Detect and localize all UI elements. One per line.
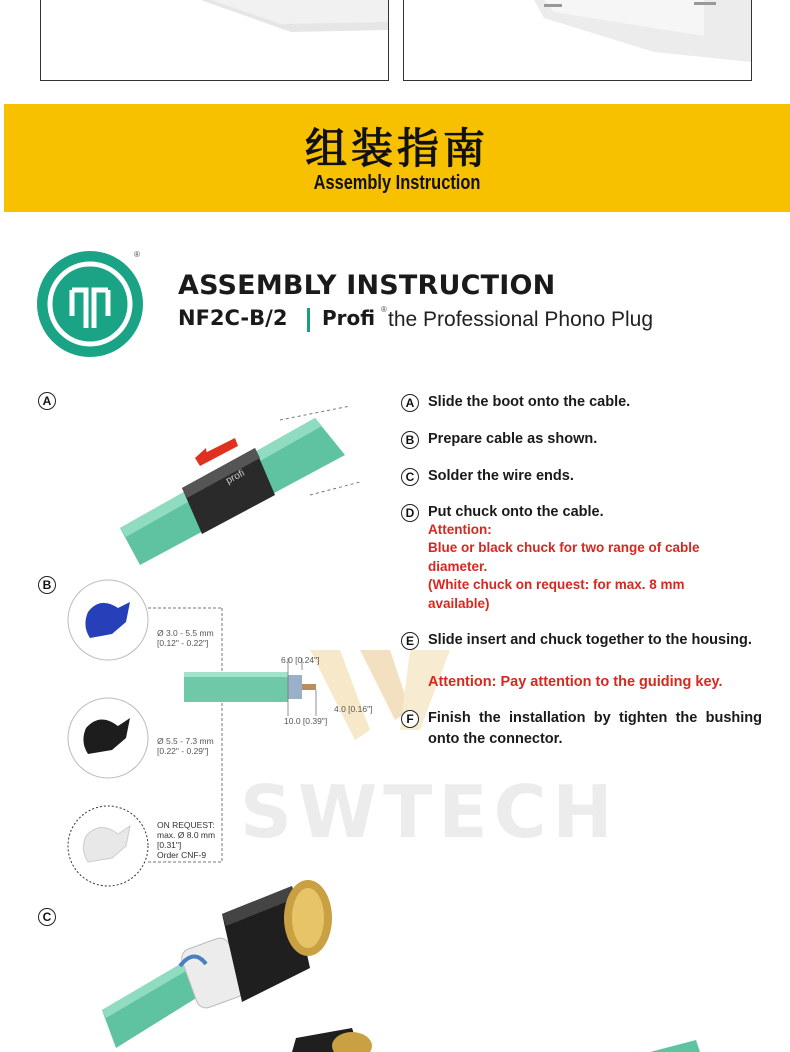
chuck-black-dimensions: Ø 5.5 - 7.3 mm [0.22" - 0.29"] [157,736,214,756]
step-f-text: Finish the installation by tighten the bushing onto the connector. [428,710,762,747]
step-e-attention: Attention: Pay attention to the guiding key. [428,674,723,690]
page-title: ASSEMBLY INSTRUCTION [178,270,556,301]
brand-registered-mark: ® [381,305,387,314]
manual-photo-left [41,0,388,80]
chuck-white-note: ON REQUEST: max. Ø 8.0 mm [0.31"] Order CNF-9 [157,820,216,860]
banner-title-en: Assembly Instruction [313,172,481,194]
step-c-text: Solder the wire ends. [428,468,574,484]
step-e-letter: E [401,632,419,650]
boot-brand-text: profi [224,467,247,487]
step-b-letter: B [401,431,419,449]
neutrik-logo [36,250,148,358]
step-a-text: Slide the boot onto the cable. [428,394,631,410]
figure-label-c: C [38,908,56,926]
chuck-blue-dimensions: Ø 3.0 - 5.5 mm [0.12" - 0.22"] [157,628,214,648]
figure-c-connector [96,878,396,1052]
step-d-attention-label: Attention: [428,522,492,537]
step-e-text: Slide insert and chuck together to the housing. [428,632,752,648]
dimension-4mm: 4.0 [0.16"] [334,704,373,714]
figure-next-cable-hint [640,1040,700,1052]
step-d-attention-2: (White chuck on request: for max. 8 mm available) [428,577,685,611]
step-d-text: Put chuck onto the cable. [428,504,604,520]
step-b-text: Prepare cable as shown. [428,431,598,447]
model-number: NF2C-B/2 [178,306,288,330]
figure-label-b: B [38,576,56,594]
step-f-letter: F [401,710,419,728]
step-d-letter: D [401,504,419,522]
logo-registered-mark: ® [134,250,140,259]
figure-b-stripped-cable [180,650,380,730]
manual-photo-right [404,0,751,80]
figure-a-cable-boot [110,400,360,580]
product-subtitle: the Professional Phono Plug [388,308,654,331]
watermark-text: SWTECH [240,770,619,854]
step-d-attention-1: Blue or black chuck for two range of cable diameter. [428,540,700,574]
title-divider [307,308,310,332]
dimension-10mm: 10.0 [0.39"] [284,716,328,726]
brand-name: Profi [322,306,376,330]
dimension-6mm: 6.0 [0.24"] [281,655,320,665]
step-c-letter: C [401,468,419,486]
figure-label-a: A [38,392,56,410]
banner-title-cn: 组装指南 [304,124,489,173]
product-photo-frame-right [403,0,752,81]
section-banner [4,104,790,212]
product-photo-frame-left [40,0,389,81]
step-a-letter: A [401,394,419,412]
